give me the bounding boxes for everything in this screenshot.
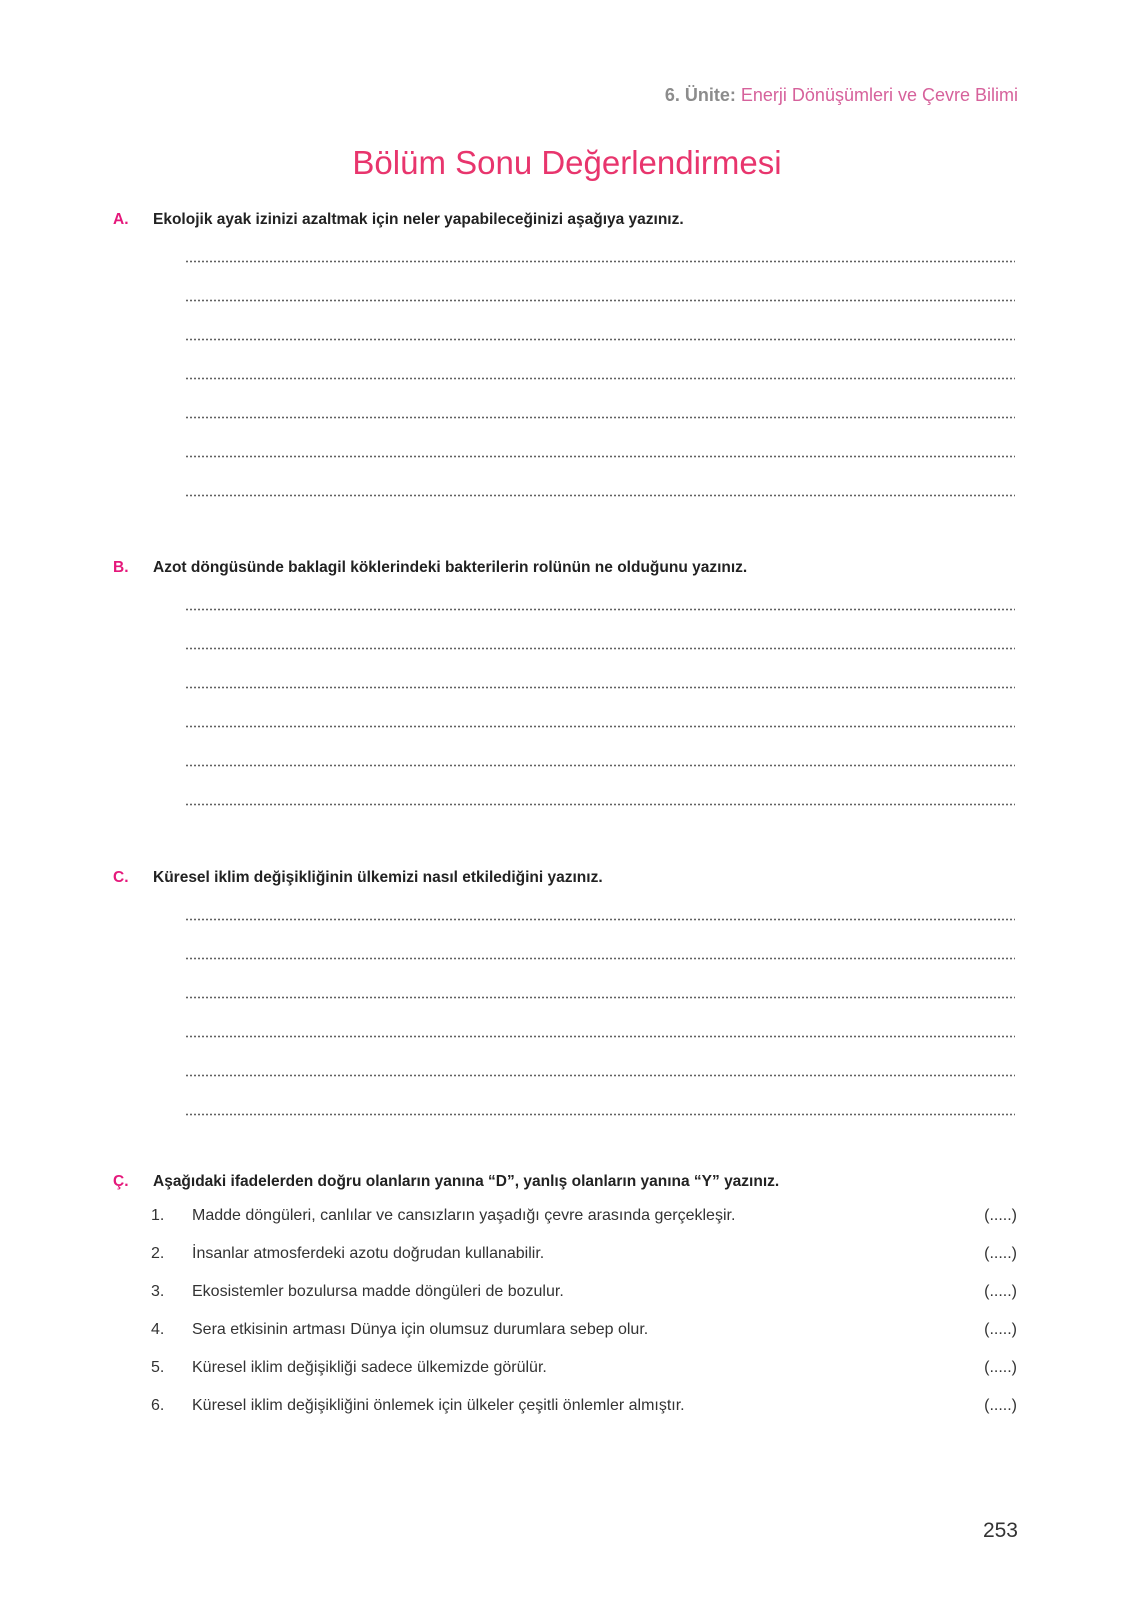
statement-item — [0, 1387, 1134, 1425]
answer-line — [185, 608, 1015, 647]
section-b — [0, 558, 1134, 842]
answer-lines — [185, 918, 1015, 1152]
answer-lines — [185, 608, 1015, 842]
answer-blank: (.....) — [984, 1397, 1017, 1414]
unit-label: 6. Ünite: — [664, 85, 736, 105]
statement-number: 5. — [151, 1359, 165, 1376]
answer-line — [185, 647, 1015, 686]
statement-text: İnsanlar atmosferdeki azotu doğrudan kullanabilir. — [192, 1245, 545, 1262]
statement-number: 4. — [151, 1321, 165, 1338]
answer-line — [185, 455, 1015, 494]
unit-title: Enerji Dönüşümleri ve Çevre Bilimi — [740, 85, 1018, 105]
statement-item — [0, 1235, 1134, 1273]
page-header — [665, 83, 1018, 107]
question-row — [0, 210, 1134, 230]
statement-number: 3. — [151, 1283, 165, 1300]
answer-line — [185, 416, 1015, 455]
answer-blank: (.....) — [984, 1283, 1017, 1300]
statement-item — [0, 1349, 1134, 1387]
question-row — [0, 868, 1134, 888]
answer-line — [185, 494, 1015, 533]
answer-line — [185, 725, 1015, 764]
question-row — [0, 558, 1134, 578]
statement-list — [0, 1197, 1134, 1425]
section-label: C. — [113, 869, 129, 886]
answer-line — [185, 686, 1015, 725]
answer-line — [185, 299, 1015, 338]
answer-line — [185, 1113, 1015, 1152]
answer-line — [185, 996, 1015, 1035]
answer-line — [185, 803, 1015, 842]
answer-line — [185, 260, 1015, 299]
section-label: B. — [113, 559, 129, 576]
statement-item — [0, 1311, 1134, 1349]
answer-line — [185, 377, 1015, 416]
question-text: Ekolojik ayak izinizi azaltmak için neler yapabileceğinizi aşağıya yazınız. — [153, 211, 684, 228]
answer-line — [185, 918, 1015, 957]
section-label: Ç. — [113, 1173, 129, 1190]
answer-blank: (.....) — [984, 1321, 1017, 1338]
statement-number: 2. — [151, 1245, 165, 1262]
answer-blank: (.....) — [984, 1359, 1017, 1376]
statement-text: Sera etkisinin artması Dünya için olumsuz durumlara sebep olur. — [192, 1321, 649, 1338]
answer-blank: (.....) — [984, 1245, 1017, 1262]
answer-line — [185, 1035, 1015, 1074]
answer-line — [185, 338, 1015, 377]
section-label: A. — [113, 211, 129, 228]
question-text: Aşağıdaki ifadelerden doğru olanların yanına “D”, yanlış olanların yanına “Y” yazınız. — [153, 1173, 780, 1190]
section-a — [0, 210, 1134, 533]
statement-number: 6. — [151, 1397, 165, 1414]
page-number: 253 — [982, 1519, 1018, 1542]
statement-item — [0, 1197, 1134, 1235]
statement-number: 1. — [151, 1207, 165, 1224]
section-true-false — [0, 1172, 1134, 1425]
section-c — [0, 868, 1134, 1152]
answer-line — [185, 764, 1015, 803]
answer-blank: (.....) — [984, 1207, 1017, 1224]
question-row — [0, 1172, 1134, 1192]
statement-text: Ekosistemler bozulursa madde döngüleri de bozulur. — [192, 1283, 564, 1300]
statement-text: Küresel iklim değişikliği sadece ülkemizde görülür. — [192, 1359, 547, 1376]
answer-line — [185, 957, 1015, 996]
question-text: Küresel iklim değişikliğinin ülkemizi nasıl etkilediğini yazınız. — [153, 869, 603, 886]
question-text: Azot döngüsünde baklagil köklerindeki bakterilerin rolünün ne olduğunu yazınız. — [153, 559, 748, 576]
answer-line — [185, 1074, 1015, 1113]
statement-text: Madde döngüleri, canlılar ve cansızların yaşadığı çevre arasında gerçekleşir. — [192, 1207, 736, 1224]
statement-text: Küresel iklim değişikliğini önlemek için ülkeler çeşitli önlemler almıştır. — [192, 1397, 685, 1414]
answer-lines — [185, 260, 1015, 533]
statement-item — [0, 1273, 1134, 1311]
page-title: Bölüm Sonu Değerlendirmesi — [352, 144, 782, 181]
